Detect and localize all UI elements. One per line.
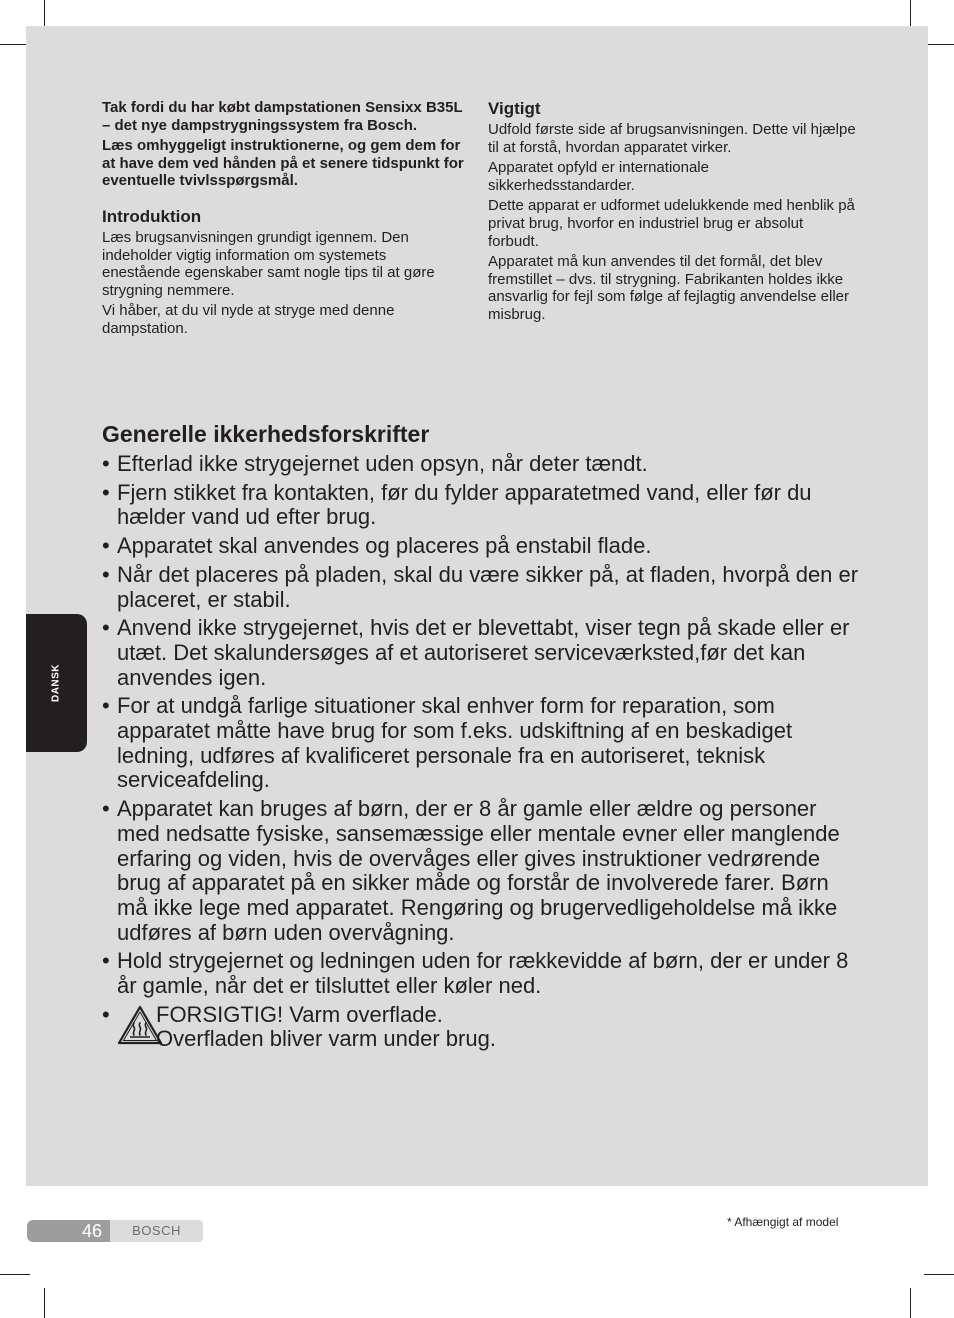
- page-number-box: [27, 1220, 110, 1242]
- bullet-dot: •: [102, 796, 110, 822]
- bullet-dot: •: [102, 451, 110, 476]
- hot-surface-warning-icon: [117, 1005, 163, 1045]
- language-tab-label: DANSK: [50, 663, 62, 703]
- bullet-dot: •: [102, 533, 110, 559]
- safety-item-text: Hold strygejernet og ledningen uden for rækkevidde af børn, der er under 8 år gamle, når det er tilsluttet eller køler ned.: [117, 948, 849, 999]
- bullet-dot: •: [102, 561, 110, 587]
- important-paragraph: Apparatet opfyld er internationale sikkerhedsstandarder.: [488, 159, 709, 194]
- bullet-dot: •: [102, 693, 110, 719]
- safety-item-text: Apparatet skal anvendes og placeres på enstabil flade.: [117, 533, 652, 559]
- crop-mark: [924, 44, 954, 45]
- introduction-paragraph: Læs brugsanvisningen grundigt igennem. Den indeholder vigtig information om systemets enestående egenskaber samt nogle tips til at gøre strygning nemmere.: [102, 228, 435, 299]
- warning-item: [102, 1003, 862, 1052]
- important-heading: Vigtigt: [488, 99, 541, 118]
- safety-list: [102, 452, 862, 1056]
- safety-item: [102, 949, 862, 998]
- footnote: * Afhængigt af model: [727, 1215, 839, 1229]
- safety-item: [102, 534, 862, 559]
- page-number: 46: [81, 1221, 102, 1241]
- bullet-dot: •: [102, 615, 110, 641]
- important-paragraph: Apparatet må kun anvendes til det formål, det blev fremstillet – dvs. til strygning. Fabrikanten holdes ikke ansvarlig for fejl som følge af fejlagtig anvendelse eller misbrug.: [488, 253, 850, 323]
- important-paragraph: Udfold første side af brugsanvisningen. Dette vil hjælpe til at forstå, hvordan apparatet virker.: [488, 121, 856, 156]
- safety-item-text: Anvend ikke strygejernet, hvis det er blevettabt, viser tegn på skade eller er utæt. Det skalundersøges af et autoriseret serviceværksted,før det kan anvendes igen.: [117, 615, 850, 690]
- safety-item-text: Når det placeres på pladen, skal du være sikker på, at fladen, hvorpå den er placeret, er stabil.: [117, 561, 859, 612]
- crop-mark: [44, 1288, 45, 1318]
- bullet-dot: •: [102, 479, 110, 505]
- language-tab: [26, 614, 87, 752]
- safety-item: [102, 481, 862, 530]
- introduction-heading: Introduktion: [102, 206, 202, 226]
- safety-title: Generelle ikkerhedsforskrifter: [102, 421, 430, 447]
- right-column: [488, 99, 858, 327]
- crop-mark: [924, 1274, 954, 1275]
- intro-bold-2: Læs omhyggeligt instruktionerne, og gem dem for at have dem ved hånden på et senere tidspunkt for eventuelle tvivlsspørgsmål.: [102, 137, 464, 190]
- safety-item: [102, 797, 862, 945]
- crop-mark: [910, 1288, 911, 1318]
- warning-text: [156, 1003, 862, 1052]
- safety-item: [102, 452, 862, 477]
- safety-item-text: Efterlad ikke strygejernet uden opsyn, når deter tændt.: [117, 451, 648, 476]
- safety-item-text: For at undgå farlige situationer skal enhver form for reparation, som apparatet måtte have brug for som f.eks. udskiftning af en beskadiget ledning, udføres af kvalificeret personale fra en autoriseret, teknisk serviceafdeling.: [117, 693, 793, 793]
- safety-item: [102, 616, 862, 690]
- safety-item: [102, 694, 862, 793]
- safety-item-text: Apparatet kan bruges af børn, der er 8 år gamle eller ældre og personer med nedsatte fysiske, sansemæssige eller mentale evner eller manglende erfaring og viden, hvis de overvåges eller gives instruktioner vedrørende brug af apparatet på en sikker måde og forstår de involverede farer. Børn må ikke lege med apparatet. Rengøring og brugervedligeholdelse må ikke udføres af børn uden overvågning.: [117, 796, 840, 945]
- intro-bold-1: Tak fordi du har købt dampstationen Sensixx B35L – det nye dampstrygningssystem fra Bosch.: [102, 99, 463, 134]
- safety-item-text: Fjern stikket fra kontakten, før du fylder apparatetmed vand, eller før du hælder vand ud efter brug.: [117, 479, 812, 530]
- introduction-paragraph: Vi håber, at du vil nyde at stryge med denne dampstation.: [102, 302, 395, 337]
- bullet-dot: •: [102, 948, 110, 974]
- warning-line-1: FORSIGTIG! Varm overflade.: [156, 1001, 443, 1027]
- bullet-dot: •: [102, 1001, 110, 1027]
- important-paragraph: Dette apparat er udformet udelukkende med henblik på privat brug, hvorfor en industriel brug er absolut forbudt.: [488, 197, 855, 250]
- warning-line-2: Overfladen bliver varm under brug.: [156, 1026, 496, 1052]
- brand-box: [110, 1220, 203, 1242]
- left-column: [102, 99, 467, 341]
- crop-mark: [0, 1274, 30, 1275]
- safety-item: [102, 563, 862, 612]
- brand-name: BOSCH: [132, 1223, 181, 1238]
